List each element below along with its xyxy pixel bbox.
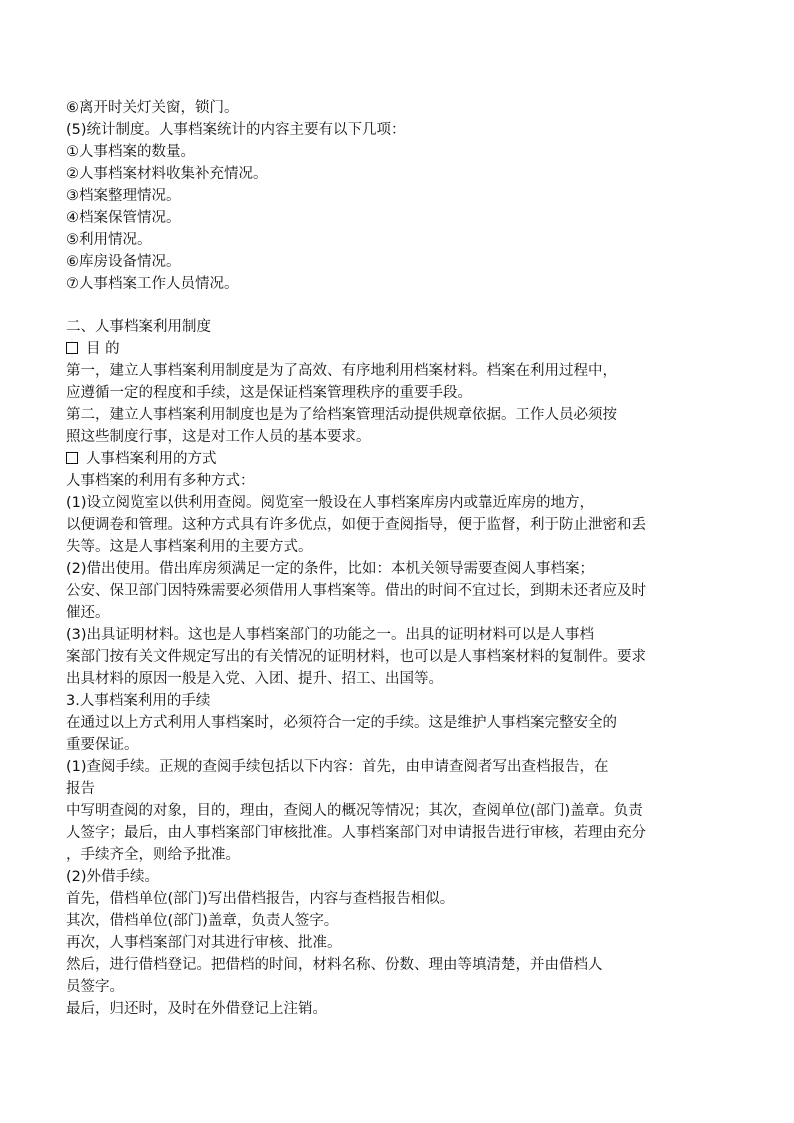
paragraph-line: 人签字；最后，由人事档案部门审核批准。人事档案部门对申请报告进行审核，若理由充分: [66, 825, 646, 841]
paragraph-line: 催还。: [66, 605, 110, 621]
paragraph-line: 员签字。: [66, 979, 124, 995]
paragraph-line: (3)出具证明材料。这也是人事档案部门的功能之一。出具的证明材料可以是人事档: [66, 627, 595, 643]
list-item: ⑦人事档案工作人员情况。: [66, 276, 239, 292]
paragraph-line: 失等。这是人事档案利用的主要方式。: [66, 539, 313, 555]
list-item: ⑥离开时关灯关窗，锁门。: [66, 100, 239, 116]
paragraph-line: (2)借出使用。借出库房须满足一定的条件，比如：本机关领导需要查阅人事档案；: [66, 561, 595, 577]
paragraph-line: 人事档案的利用有多种方式：: [66, 473, 255, 489]
paragraph-line: 公安、保卫部门因特殊需要必须借用人事档案等。借出的时间不宜过长，到期未还者应及时: [66, 583, 646, 599]
section-title: 二、人事档案利用制度: [66, 319, 211, 335]
paragraph-line: 应遵循一定的程度和手续，这是保证档案管理秩序的重要手段。: [66, 385, 472, 401]
stats-heading: (5)统计制度。人事档案统计的内容主要有以下几项：: [66, 122, 406, 138]
paragraph-line: 其次，借档单位(部门)盖章，负责人签字。: [66, 913, 339, 929]
paragraph-line: 最后，归还时，及时在外借登记上注销。: [66, 1001, 327, 1017]
paragraph-line: 再次，人事档案部门对其进行审核、批准。: [66, 935, 342, 951]
paragraph-line: ，手续齐全，则给予批准。: [66, 847, 240, 863]
list-item: ⑤利用情况。: [66, 232, 152, 248]
list-item: ④档案保管情况。: [66, 210, 181, 226]
paragraph-line: (1)设立阅览室以供利用查阅。阅览室一般设在人事档案库房内或靠近库房的地方，: [66, 495, 595, 511]
paragraph-line: 以便调卷和管理。这种方式具有许多优点，如便于查阅指导，便于监督，利于防止泄密和丢: [66, 517, 646, 533]
paragraph-line: 照这些制度行事，这是对工作人员的基本要求。: [66, 429, 371, 445]
methods-heading-row: [66, 448, 217, 470]
paragraph-line: 中写明查阅的对象，目的，理由，查阅人的概况等情况；其次，查阅单位(部门)盖章。负责: [66, 803, 643, 819]
list-item: ③档案整理情况。: [66, 188, 181, 204]
paragraph-line: 出具材料的原因一般是入党、入团、提升、招工、出国等。: [66, 671, 443, 687]
paragraph-line: (2)外借手续。: [66, 869, 160, 885]
paragraph-line: 首先，借档单位(部门)写出借档报告，内容与查档报告相似。: [66, 891, 455, 907]
checkbox-square-icon: [66, 342, 78, 354]
paragraph-line: 重要保证。: [66, 737, 139, 753]
purpose-heading: 目 的: [86, 341, 120, 357]
list-item: ①人事档案的数量。: [66, 144, 195, 160]
paragraph-line: 报告: [66, 781, 95, 797]
purpose-heading-row: [66, 338, 120, 360]
list-item: ⑥库房设备情况。: [66, 254, 181, 270]
list-item: ②人事档案材料收集补充情况。: [66, 166, 268, 182]
paragraph-line: 案部门按有关文件规定写出的有关情况的证明材料，也可以是人事档案材料的复制件。要求: [66, 649, 646, 665]
paragraph-line: 第二，建立人事档案利用制度也是为了给档案管理活动提供规章依据。工作人员必须按: [66, 407, 617, 423]
procedures-heading: 3.人事档案利用的手续: [66, 693, 211, 709]
paragraph-line: 第一，建立人事档案利用制度是为了高效、有序地利用档案材料。档案在利用过程中，: [66, 363, 617, 379]
paragraph-line: 在通过以上方式利用人事档案时，必须符合一定的手续。这是维护人事档案完整安全的: [66, 715, 617, 731]
paragraph-line: (1)查阅手续。正规的查阅手续包括以下内容：首先，由申请查阅者写出查档报告，在: [66, 759, 609, 775]
checkbox-square-icon: [66, 452, 78, 464]
methods-heading: 人事档案利用的方式: [86, 451, 217, 467]
paragraph-line: 然后，进行借档登记。把借档的时间，材料名称、份数、理由等填清楚，并由借档人: [66, 957, 603, 973]
